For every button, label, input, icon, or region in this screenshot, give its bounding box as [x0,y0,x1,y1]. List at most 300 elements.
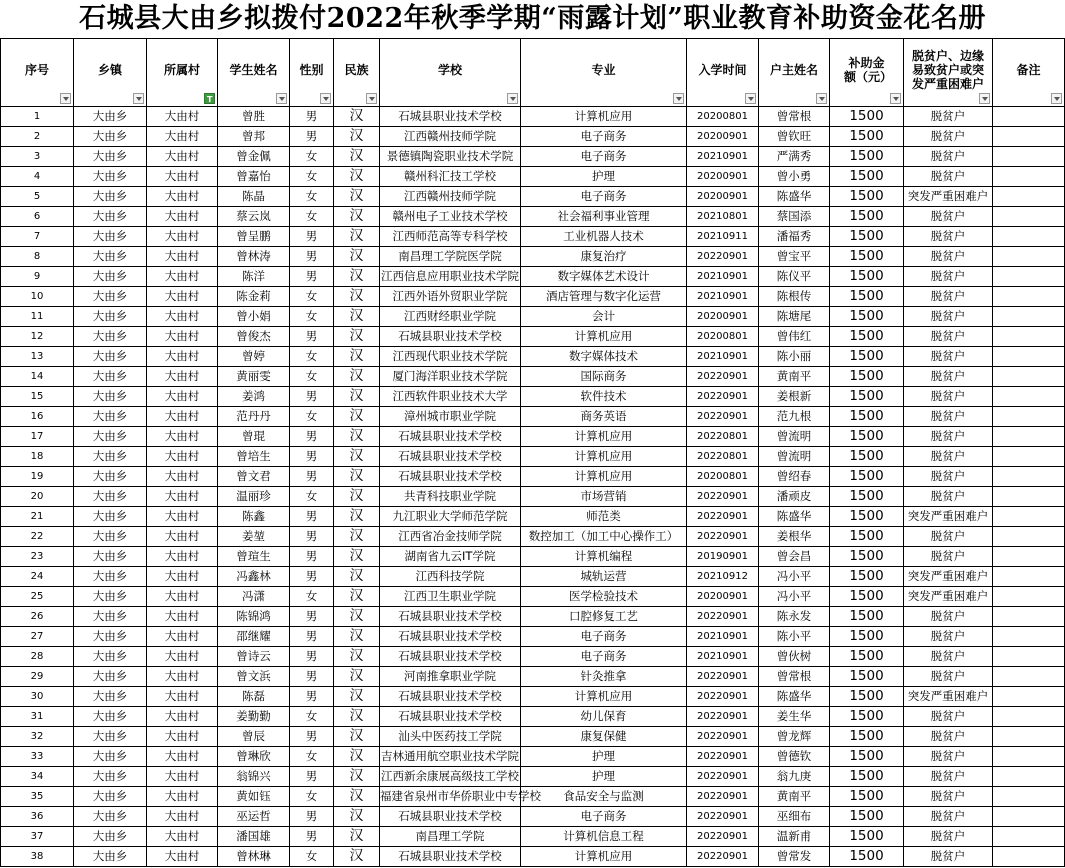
cell-township[interactable]: 大由乡 [74,787,147,807]
cell-subsidy-amount[interactable]: 1500 [830,367,904,387]
cell-ethnicity[interactable]: 汉 [334,727,380,747]
cell-subsidy-amount[interactable]: 1500 [830,687,904,707]
cell-school[interactable]: 赣州科汇技工学校 [380,167,521,187]
cell-ethnicity[interactable]: 汉 [334,187,380,207]
cell-township[interactable]: 大由乡 [74,607,147,627]
cell-township[interactable]: 大由乡 [74,667,147,687]
cell-household-type[interactable]: 脱贫户 [904,647,993,667]
cell-seq[interactable]: 33 [1,747,74,767]
cell-township[interactable]: 大由乡 [74,767,147,787]
cell-seq[interactable]: 6 [1,207,74,227]
cell-school[interactable]: 吉林通用航空职业技术学院 [380,747,521,767]
cell-remarks[interactable] [993,567,1065,587]
cell-ethnicity[interactable]: 汉 [334,607,380,627]
cell-gender[interactable]: 男 [290,827,334,847]
cell-school[interactable]: 江西赣州技师学院 [380,127,521,147]
cell-enrollment-date[interactable]: 20220801 [687,427,759,447]
cell-enrollment-date[interactable]: 20220901 [687,707,759,727]
cell-seq[interactable]: 3 [1,147,74,167]
cell-student-name[interactable]: 曾金佩 [218,147,290,167]
cell-household-type[interactable]: 脱贫户 [904,427,993,447]
cell-gender[interactable]: 男 [290,467,334,487]
cell-village[interactable]: 大由村 [147,507,218,527]
cell-school[interactable]: 石城县职业技术学校 [380,807,521,827]
cell-school[interactable]: 石城县职业技术学校 [380,107,521,127]
cell-major[interactable]: 国际商务 [521,367,687,387]
cell-school[interactable]: 江西赣州技师学院 [380,187,521,207]
cell-seq[interactable]: 36 [1,807,74,827]
cell-remarks[interactable] [993,787,1065,807]
cell-seq[interactable]: 25 [1,587,74,607]
cell-household-type[interactable]: 脱贫户 [904,327,993,347]
cell-householder[interactable]: 蔡国添 [759,207,830,227]
cell-subsidy-amount[interactable]: 1500 [830,627,904,647]
cell-remarks[interactable] [993,447,1065,467]
cell-school[interactable]: 江西新余康展高级技工学校 [380,767,521,787]
cell-school[interactable]: 赣州电子工业技术学校 [380,207,521,227]
cell-student-name[interactable]: 曾瑄生 [218,547,290,567]
cell-major[interactable]: 计算机应用 [521,427,687,447]
cell-village[interactable]: 大由村 [147,127,218,147]
cell-village[interactable]: 大由村 [147,347,218,367]
cell-enrollment-date[interactable]: 20200801 [687,107,759,127]
cell-householder[interactable]: 巫细布 [759,807,830,827]
cell-remarks[interactable] [993,267,1065,287]
cell-seq[interactable]: 10 [1,287,74,307]
cell-enrollment-date[interactable]: 20200901 [687,587,759,607]
cell-gender[interactable]: 男 [290,107,334,127]
cell-remarks[interactable] [993,827,1065,847]
cell-householder[interactable]: 曾小勇 [759,167,830,187]
cell-enrollment-date[interactable]: 20220901 [687,847,759,867]
cell-enrollment-date[interactable]: 20210911 [687,227,759,247]
cell-ethnicity[interactable]: 汉 [334,207,380,227]
cell-householder[interactable]: 曾德钦 [759,747,830,767]
cell-householder[interactable]: 姜根新 [759,387,830,407]
cell-ethnicity[interactable]: 汉 [334,167,380,187]
cell-seq[interactable]: 20 [1,487,74,507]
cell-ethnicity[interactable]: 汉 [334,427,380,447]
cell-township[interactable]: 大由乡 [74,367,147,387]
cell-householder[interactable]: 曾流明 [759,447,830,467]
cell-school[interactable]: 石城县职业技术学校 [380,607,521,627]
cell-gender[interactable]: 男 [290,507,334,527]
cell-township[interactable]: 大由乡 [74,347,147,367]
cell-township[interactable]: 大由乡 [74,507,147,527]
cell-remarks[interactable] [993,187,1065,207]
cell-enrollment-date[interactable]: 20220901 [687,687,759,707]
cell-seq[interactable]: 17 [1,427,74,447]
cell-village[interactable]: 大由村 [147,727,218,747]
cell-subsidy-amount[interactable]: 1500 [830,347,904,367]
cell-student-name[interactable]: 黄如钰 [218,787,290,807]
cell-township[interactable]: 大由乡 [74,687,147,707]
cell-remarks[interactable] [993,407,1065,427]
cell-village[interactable]: 大由村 [147,847,218,867]
cell-major[interactable]: 医学检验技术 [521,587,687,607]
cell-subsidy-amount[interactable]: 1500 [830,207,904,227]
cell-household-type[interactable]: 脱贫户 [904,387,993,407]
cell-household-type[interactable]: 脱贫户 [904,447,993,467]
cell-township[interactable]: 大由乡 [74,707,147,727]
cell-seq[interactable]: 19 [1,467,74,487]
cell-enrollment-date[interactable]: 20210901 [687,627,759,647]
cell-remarks[interactable] [993,627,1065,647]
filter-dropdown-icon[interactable] [816,93,827,104]
cell-remarks[interactable] [993,767,1065,787]
cell-remarks[interactable] [993,667,1065,687]
cell-gender[interactable]: 男 [290,567,334,587]
cell-subsidy-amount[interactable]: 1500 [830,567,904,587]
cell-ethnicity[interactable]: 汉 [334,447,380,467]
cell-village[interactable]: 大由村 [147,247,218,267]
cell-village[interactable]: 大由村 [147,647,218,667]
cell-subsidy-amount[interactable]: 1500 [830,607,904,627]
cell-household-type[interactable]: 脱贫户 [904,527,993,547]
cell-household-type[interactable]: 脱贫户 [904,287,993,307]
cell-student-name[interactable]: 曾诗云 [218,647,290,667]
cell-seq[interactable]: 18 [1,447,74,467]
cell-subsidy-amount[interactable]: 1500 [830,287,904,307]
cell-household-type[interactable]: 突发严重困难户 [904,687,993,707]
cell-householder[interactable]: 曾伟红 [759,327,830,347]
cell-remarks[interactable] [993,247,1065,267]
cell-school[interactable]: 汕头中医药技工学院 [380,727,521,747]
cell-subsidy-amount[interactable]: 1500 [830,427,904,447]
cell-enrollment-date[interactable]: 20220901 [687,387,759,407]
cell-household-type[interactable]: 脱贫户 [904,627,993,647]
cell-school[interactable]: 江西外语外贸职业学院 [380,287,521,307]
filter-dropdown-icon[interactable] [60,93,71,104]
cell-remarks[interactable] [993,287,1065,307]
cell-seq[interactable]: 24 [1,567,74,587]
cell-school[interactable]: 石城县职业技术学校 [380,627,521,647]
cell-seq[interactable]: 14 [1,367,74,387]
cell-remarks[interactable] [993,807,1065,827]
cell-householder[interactable]: 曾常根 [759,667,830,687]
cell-gender[interactable]: 男 [290,727,334,747]
cell-subsidy-amount[interactable]: 1500 [830,787,904,807]
cell-householder[interactable]: 冯小平 [759,567,830,587]
cell-student-name[interactable]: 曾俊杰 [218,327,290,347]
cell-school[interactable]: 江西财经职业学院 [380,307,521,327]
cell-township[interactable]: 大由乡 [74,407,147,427]
cell-remarks[interactable] [993,847,1065,867]
cell-gender[interactable]: 男 [290,767,334,787]
cell-village[interactable]: 大由村 [147,387,218,407]
cell-village[interactable]: 大由村 [147,487,218,507]
cell-householder[interactable]: 曾钦旺 [759,127,830,147]
cell-subsidy-amount[interactable]: 1500 [830,447,904,467]
cell-household-type[interactable]: 脱贫户 [904,607,993,627]
cell-subsidy-amount[interactable]: 1500 [830,127,904,147]
cell-householder[interactable]: 姜根华 [759,527,830,547]
cell-household-type[interactable]: 脱贫户 [904,847,993,867]
cell-ethnicity[interactable]: 汉 [334,127,380,147]
cell-householder[interactable]: 潘顽皮 [759,487,830,507]
cell-township[interactable]: 大由乡 [74,647,147,667]
cell-school[interactable]: 漳州城市职业学院 [380,407,521,427]
cell-seq[interactable]: 22 [1,527,74,547]
cell-enrollment-date[interactable]: 20220901 [687,367,759,387]
cell-village[interactable]: 大由村 [147,747,218,767]
cell-gender[interactable]: 女 [290,747,334,767]
cell-major[interactable]: 师范类 [521,507,687,527]
cell-seq[interactable]: 26 [1,607,74,627]
cell-village[interactable]: 大由村 [147,307,218,327]
cell-ethnicity[interactable]: 汉 [334,527,380,547]
cell-gender[interactable]: 女 [290,847,334,867]
cell-subsidy-amount[interactable]: 1500 [830,587,904,607]
cell-major[interactable]: 计算机应用 [521,107,687,127]
cell-township[interactable]: 大由乡 [74,847,147,867]
cell-household-type[interactable]: 脱贫户 [904,267,993,287]
cell-major[interactable]: 市场营销 [521,487,687,507]
cell-householder[interactable]: 曾宝平 [759,247,830,267]
cell-student-name[interactable]: 陈磊 [218,687,290,707]
cell-seq[interactable]: 35 [1,787,74,807]
cell-village[interactable]: 大由村 [147,787,218,807]
cell-major[interactable]: 计算机应用 [521,467,687,487]
filter-dropdown-icon[interactable] [673,93,684,104]
cell-ethnicity[interactable]: 汉 [334,567,380,587]
cell-seq[interactable]: 30 [1,687,74,707]
cell-school[interactable]: 江西科技学院 [380,567,521,587]
cell-township[interactable]: 大由乡 [74,827,147,847]
cell-student-name[interactable]: 黄丽雯 [218,367,290,387]
cell-subsidy-amount[interactable]: 1500 [830,827,904,847]
cell-village[interactable]: 大由村 [147,527,218,547]
cell-major[interactable]: 会计 [521,307,687,327]
cell-seq[interactable]: 11 [1,307,74,327]
cell-householder[interactable]: 曾流明 [759,427,830,447]
cell-school[interactable]: 江西卫生职业学院 [380,587,521,607]
cell-household-type[interactable]: 脱贫户 [904,467,993,487]
cell-student-name[interactable]: 翁锦兴 [218,767,290,787]
cell-ethnicity[interactable]: 汉 [334,767,380,787]
cell-gender[interactable]: 男 [290,267,334,287]
cell-major[interactable]: 软件技术 [521,387,687,407]
cell-seq[interactable]: 31 [1,707,74,727]
cell-household-type[interactable]: 脱贫户 [904,247,993,267]
cell-subsidy-amount[interactable]: 1500 [830,407,904,427]
cell-householder[interactable]: 温新甫 [759,827,830,847]
cell-student-name[interactable]: 姜堃 [218,527,290,547]
cell-householder[interactable]: 陈根传 [759,287,830,307]
cell-village[interactable]: 大由村 [147,567,218,587]
cell-subsidy-amount[interactable]: 1500 [830,647,904,667]
cell-ethnicity[interactable]: 汉 [334,647,380,667]
cell-seq[interactable]: 12 [1,327,74,347]
cell-village[interactable]: 大由村 [147,367,218,387]
cell-major[interactable]: 电子商务 [521,807,687,827]
cell-student-name[interactable]: 曾培生 [218,447,290,467]
cell-major[interactable]: 城轨运营 [521,567,687,587]
cell-seq[interactable]: 1 [1,107,74,127]
cell-household-type[interactable]: 脱贫户 [904,827,993,847]
cell-township[interactable]: 大由乡 [74,427,147,447]
cell-ethnicity[interactable]: 汉 [334,247,380,267]
cell-seq[interactable]: 34 [1,767,74,787]
cell-gender[interactable]: 女 [290,207,334,227]
cell-remarks[interactable] [993,347,1065,367]
cell-township[interactable]: 大由乡 [74,487,147,507]
cell-enrollment-date[interactable]: 20200901 [687,167,759,187]
cell-enrollment-date[interactable]: 20220901 [687,727,759,747]
cell-ethnicity[interactable]: 汉 [334,847,380,867]
cell-ethnicity[interactable]: 汉 [334,547,380,567]
cell-gender[interactable]: 男 [290,667,334,687]
cell-student-name[interactable]: 曾琨 [218,427,290,447]
cell-remarks[interactable] [993,327,1065,347]
cell-student-name[interactable]: 姜鸿 [218,387,290,407]
cell-student-name[interactable]: 巫运哲 [218,807,290,827]
cell-gender[interactable]: 男 [290,127,334,147]
cell-student-name[interactable]: 姜勤勤 [218,707,290,727]
cell-village[interactable]: 大由村 [147,147,218,167]
cell-subsidy-amount[interactable]: 1500 [830,767,904,787]
cell-village[interactable]: 大由村 [147,707,218,727]
cell-seq[interactable]: 21 [1,507,74,527]
cell-student-name[interactable]: 陈晶 [218,187,290,207]
cell-household-type[interactable]: 脱贫户 [904,727,993,747]
cell-remarks[interactable] [993,367,1065,387]
cell-major[interactable]: 电子商务 [521,627,687,647]
cell-subsidy-amount[interactable]: 1500 [830,187,904,207]
cell-seq[interactable]: 32 [1,727,74,747]
cell-household-type[interactable]: 脱贫户 [904,207,993,227]
cell-major[interactable]: 护理 [521,747,687,767]
cell-ethnicity[interactable]: 汉 [334,227,380,247]
cell-gender[interactable]: 女 [290,707,334,727]
cell-student-name[interactable]: 曾呈鹏 [218,227,290,247]
cell-seq[interactable]: 27 [1,627,74,647]
cell-major[interactable]: 针灸推拿 [521,667,687,687]
cell-remarks[interactable] [993,687,1065,707]
cell-gender[interactable]: 男 [290,227,334,247]
cell-village[interactable]: 大由村 [147,167,218,187]
cell-seq[interactable]: 29 [1,667,74,687]
cell-household-type[interactable]: 突发严重困难户 [904,567,993,587]
cell-ethnicity[interactable]: 汉 [334,347,380,367]
cell-remarks[interactable] [993,507,1065,527]
cell-enrollment-date[interactable]: 20200801 [687,327,759,347]
cell-seq[interactable]: 2 [1,127,74,147]
cell-subsidy-amount[interactable]: 1500 [830,147,904,167]
cell-subsidy-amount[interactable]: 1500 [830,107,904,127]
cell-student-name[interactable]: 蔡云岚 [218,207,290,227]
cell-seq[interactable]: 38 [1,847,74,867]
cell-subsidy-amount[interactable]: 1500 [830,547,904,567]
cell-household-type[interactable]: 脱贫户 [904,547,993,567]
cell-householder[interactable]: 曾常根 [759,107,830,127]
cell-student-name[interactable]: 陈金莉 [218,287,290,307]
cell-subsidy-amount[interactable]: 1500 [830,307,904,327]
cell-remarks[interactable] [993,487,1065,507]
cell-householder[interactable]: 陈小平 [759,627,830,647]
cell-ethnicity[interactable]: 汉 [334,747,380,767]
cell-township[interactable]: 大由乡 [74,327,147,347]
cell-enrollment-date[interactable]: 20220901 [687,827,759,847]
cell-major[interactable]: 电子商务 [521,647,687,667]
cell-village[interactable]: 大由村 [147,447,218,467]
cell-household-type[interactable]: 脱贫户 [904,487,993,507]
cell-township[interactable]: 大由乡 [74,147,147,167]
cell-student-name[interactable]: 曾婷 [218,347,290,367]
cell-school[interactable]: 九江职业大学师范学院 [380,507,521,527]
cell-school[interactable]: 南昌理工学院 [380,827,521,847]
cell-enrollment-date[interactable]: 20210912 [687,567,759,587]
cell-gender[interactable]: 男 [290,247,334,267]
cell-enrollment-date[interactable]: 20200901 [687,127,759,147]
cell-ethnicity[interactable]: 汉 [334,507,380,527]
cell-enrollment-date[interactable]: 20190901 [687,547,759,567]
cell-householder[interactable]: 冯小平 [759,587,830,607]
cell-household-type[interactable]: 脱贫户 [904,747,993,767]
cell-household-type[interactable]: 脱贫户 [904,667,993,687]
cell-township[interactable]: 大由乡 [74,747,147,767]
cell-seq[interactable]: 9 [1,267,74,287]
cell-enrollment-date[interactable]: 20220901 [687,487,759,507]
cell-enrollment-date[interactable]: 20220901 [687,247,759,267]
cell-remarks[interactable] [993,307,1065,327]
cell-ethnicity[interactable]: 汉 [334,467,380,487]
cell-major[interactable]: 数控加工（加工中心操作工） [521,527,687,547]
cell-village[interactable]: 大由村 [147,627,218,647]
cell-village[interactable]: 大由村 [147,807,218,827]
cell-householder[interactable]: 姜生华 [759,707,830,727]
cell-remarks[interactable] [993,127,1065,147]
cell-school[interactable]: 湖南省九云IT学院 [380,547,521,567]
cell-major[interactable]: 计算机信息工程 [521,827,687,847]
cell-ethnicity[interactable]: 汉 [334,147,380,167]
cell-gender[interactable]: 女 [290,347,334,367]
cell-major[interactable]: 计算机应用 [521,327,687,347]
cell-major[interactable]: 幼儿保育 [521,707,687,727]
cell-household-type[interactable]: 脱贫户 [904,787,993,807]
cell-ethnicity[interactable]: 汉 [334,787,380,807]
cell-village[interactable]: 大由村 [147,607,218,627]
cell-village[interactable]: 大由村 [147,207,218,227]
cell-remarks[interactable] [993,107,1065,127]
cell-remarks[interactable] [993,727,1065,747]
cell-gender[interactable]: 男 [290,327,334,347]
cell-student-name[interactable]: 陈鑫 [218,507,290,527]
cell-major[interactable]: 计算机应用 [521,447,687,467]
cell-village[interactable]: 大由村 [147,427,218,447]
cell-enrollment-date[interactable]: 20220901 [687,507,759,527]
cell-household-type[interactable]: 脱贫户 [904,707,993,727]
cell-household-type[interactable]: 突发严重困难户 [904,187,993,207]
cell-township[interactable]: 大由乡 [74,267,147,287]
cell-seq[interactable]: 4 [1,167,74,187]
cell-ethnicity[interactable]: 汉 [334,587,380,607]
cell-gender[interactable]: 男 [290,387,334,407]
cell-village[interactable]: 大由村 [147,767,218,787]
cell-major[interactable]: 计算机应用 [521,687,687,707]
cell-enrollment-date[interactable]: 20220901 [687,787,759,807]
cell-household-type[interactable]: 脱贫户 [904,407,993,427]
cell-gender[interactable]: 女 [290,147,334,167]
cell-remarks[interactable] [993,427,1065,447]
cell-gender[interactable]: 男 [290,547,334,567]
cell-subsidy-amount[interactable]: 1500 [830,667,904,687]
cell-township[interactable]: 大由乡 [74,627,147,647]
cell-gender[interactable]: 女 [290,787,334,807]
cell-village[interactable]: 大由村 [147,287,218,307]
cell-household-type[interactable]: 脱贫户 [904,767,993,787]
filter-dropdown-icon[interactable] [133,93,144,104]
